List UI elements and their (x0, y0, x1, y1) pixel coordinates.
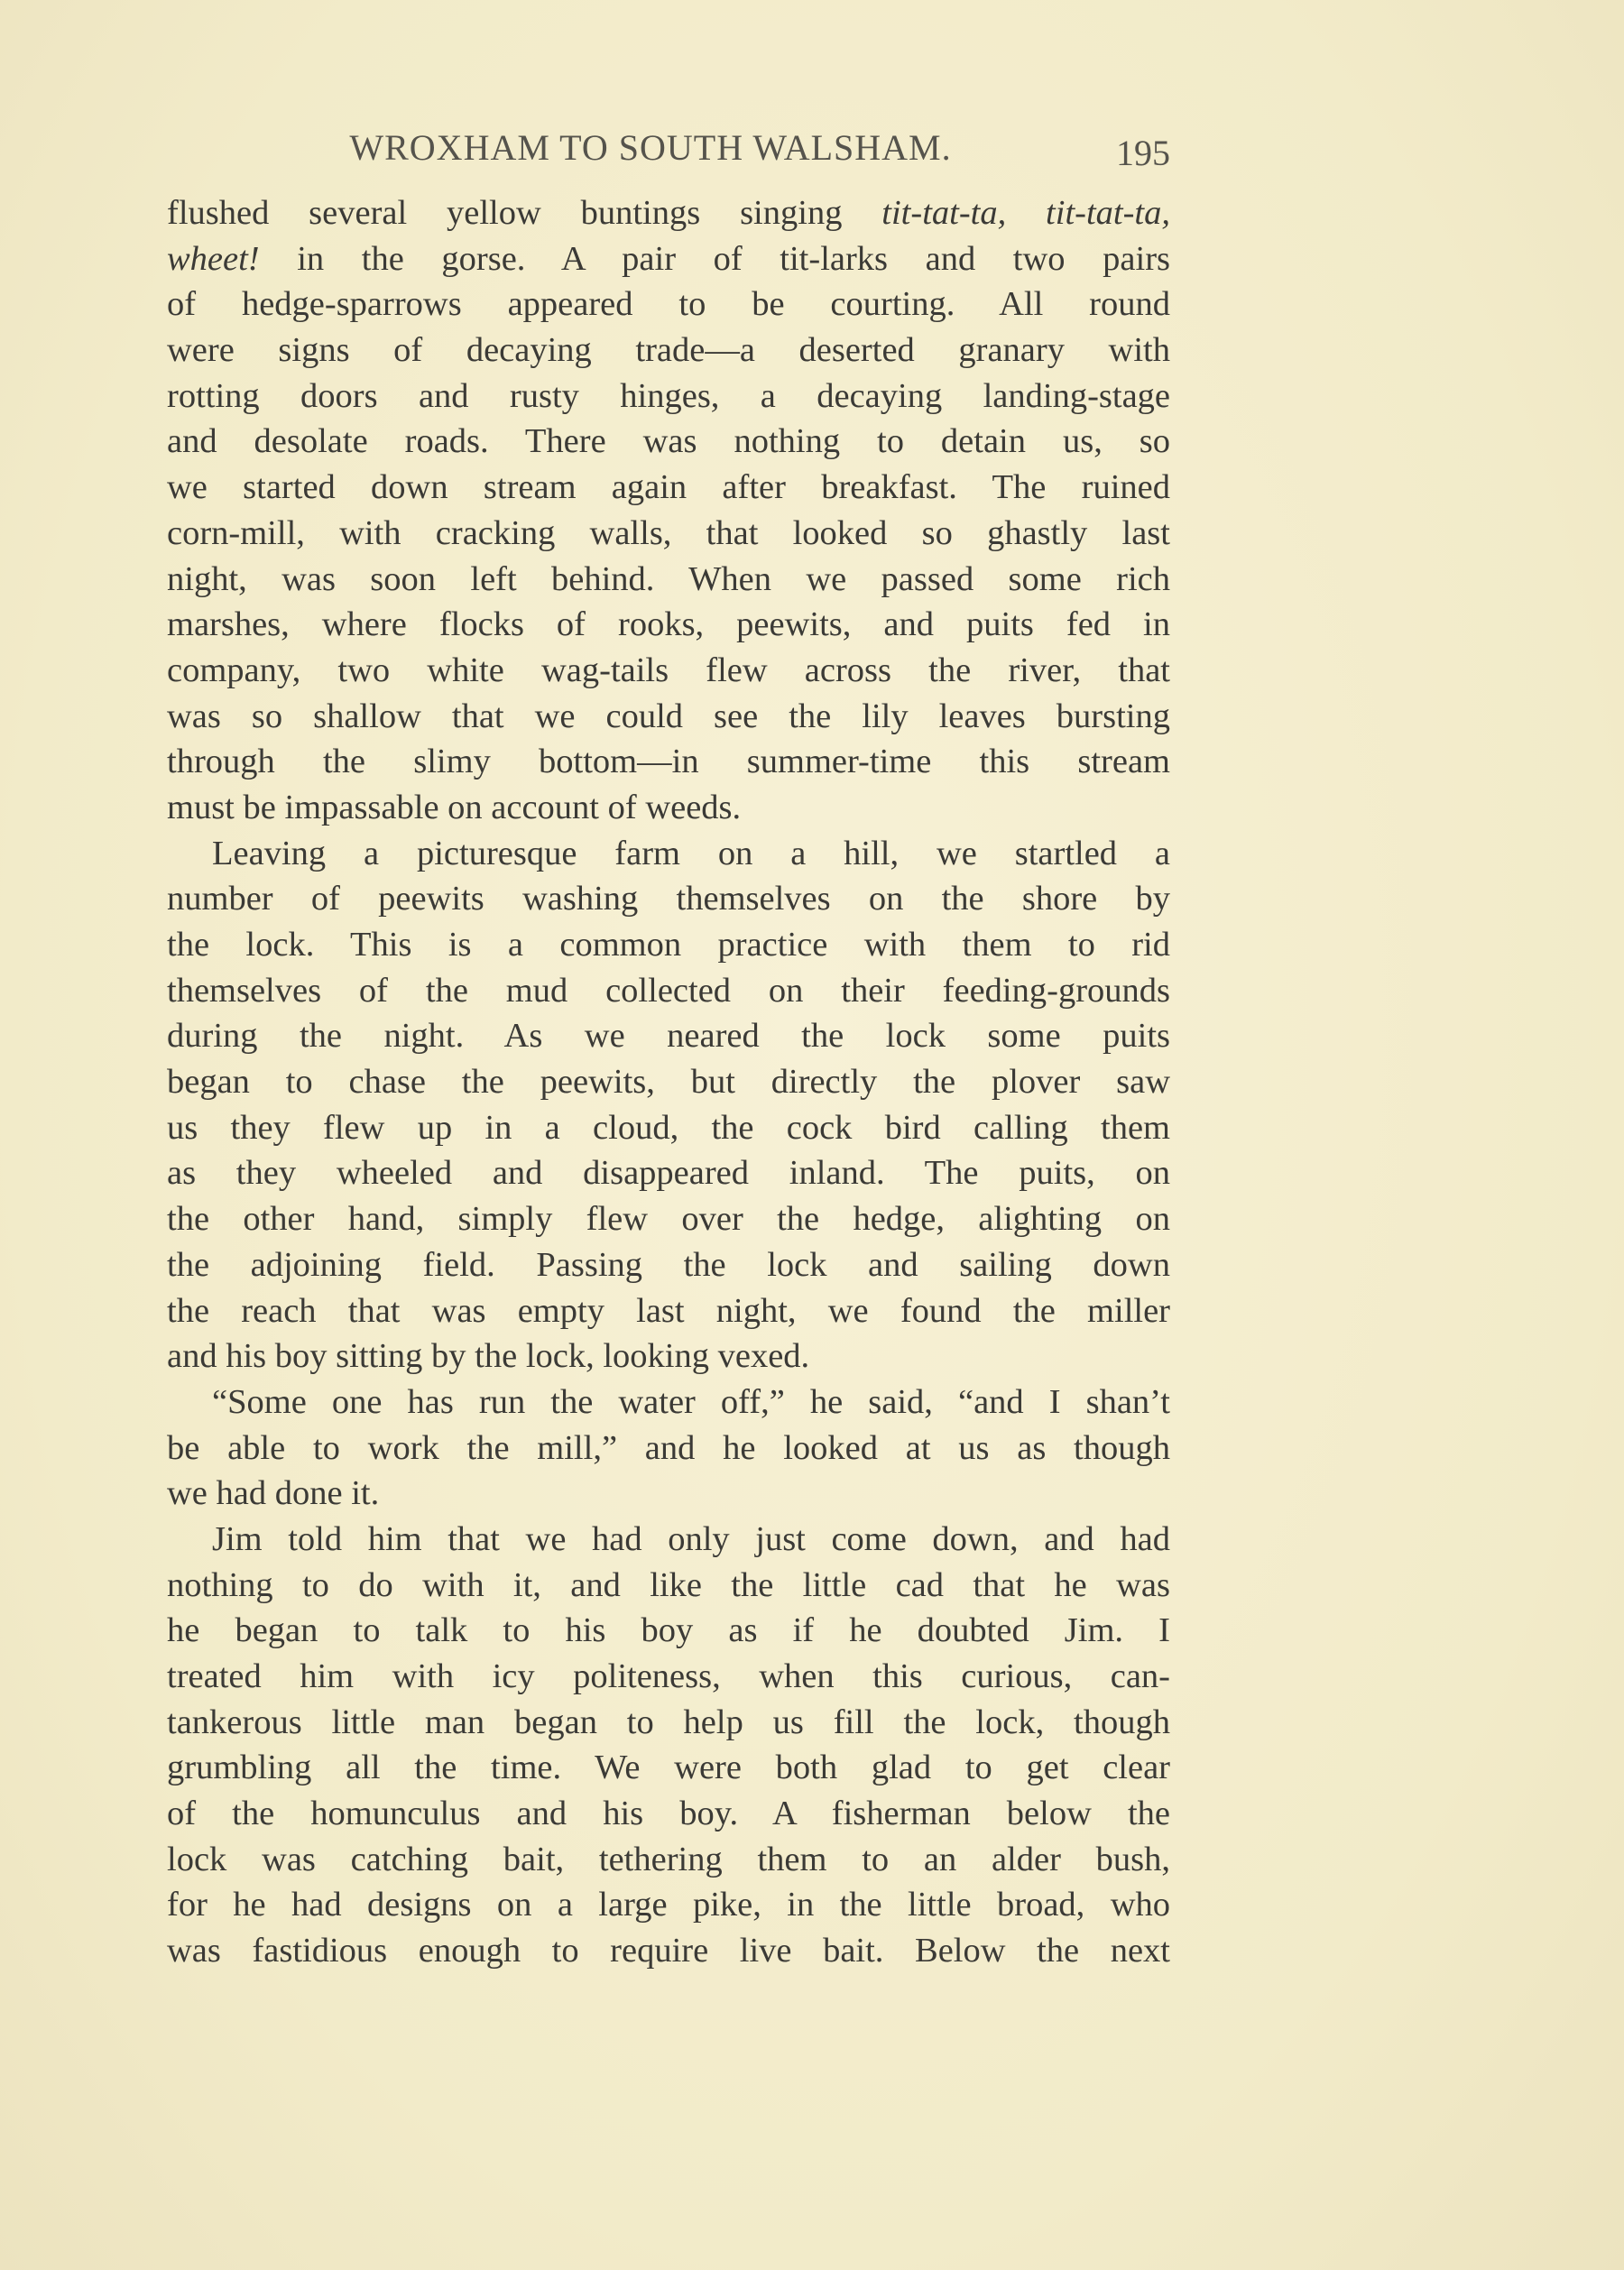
text-segment: of hedge-sparrows appeared to be courting. All round (167, 285, 1170, 324)
text-segment: grumbling all the time. We were both glad to get clear (167, 1749, 1170, 1787)
text-segment: the reach that was empty last night, we found the miller (167, 1291, 1170, 1330)
text-segment: nothing to do with it, and like the little cad that he was (167, 1565, 1170, 1604)
italic-text: tit-tat-ta, tit-tat-ta, (881, 194, 1170, 232)
text-line (167, 1745, 1170, 1791)
text-line (167, 1426, 1170, 1472)
text-segment: the other hand, simply flew over the hedge, alighting on (167, 1200, 1170, 1239)
text-segment: be able to work the mill,” and he looked at us as though (167, 1428, 1170, 1467)
text-segment: for he had designs on a large pike, in the little broad, who (167, 1886, 1170, 1924)
text-line (167, 1013, 1170, 1059)
text-line (167, 1517, 1170, 1563)
text-segment: we started down stream again after breakfast. The ruined (167, 468, 1170, 507)
text-segment: of the homunculus and his boy. A fisherman below the (167, 1795, 1170, 1833)
text-line (167, 419, 1170, 465)
text-line (167, 1196, 1170, 1242)
text-line (167, 328, 1170, 374)
text-segment: marshes, where flocks of rooks, peewits, and puits fed in (167, 605, 1170, 644)
text-segment: through the slimy bottom—in summer-time this stream (167, 743, 1170, 781)
text-segment: we had done it. (167, 1474, 380, 1513)
text-line (167, 1242, 1170, 1288)
text-line (167, 1105, 1170, 1151)
text-segment: the adjoining field. Passing the lock and sailing down (167, 1245, 1170, 1284)
page-number: 195 (1116, 133, 1170, 173)
text-line (167, 1288, 1170, 1334)
text-segment: must be impassable on account of weeds. (167, 788, 742, 826)
text-line (167, 648, 1170, 694)
text-segment: lock was catching bait, tethering them to an alder bush, (167, 1840, 1170, 1878)
text-line (167, 1837, 1170, 1883)
text-line (167, 876, 1170, 922)
text-segment: themselves of the mud collected on their feeding-grounds (167, 971, 1170, 1010)
text-line (167, 1928, 1170, 1974)
body-text (167, 190, 1170, 1974)
text-line (167, 739, 1170, 785)
text-line (167, 785, 1170, 831)
text-segment: was so shallow that we could see the lily leaves bursting (167, 697, 1170, 735)
text-line (167, 1791, 1170, 1837)
text-line (167, 831, 1170, 877)
text-segment: were signs of decaying trade—a deserted granary with (167, 331, 1170, 370)
text-segment: company, two white wag-tails flew across the river, that (167, 651, 1170, 689)
text-line (167, 1700, 1170, 1746)
text-segment: Leaving a picturesque farm on a hill, we startled a (212, 834, 1170, 872)
text-line (167, 694, 1170, 740)
text-segment: and his boy sitting by the lock, looking vexed. (167, 1337, 810, 1376)
text-segment: was fastidious enough to require live bait. Below the next (167, 1932, 1170, 1970)
text-segment: Jim told him that we had only just come down, and had (212, 1519, 1170, 1558)
text-segment: us they flew up in a cloud, the cock bird calling them (167, 1108, 1170, 1147)
text-segment: as they wheeled and disappeared inland. The puits, on (167, 1154, 1170, 1193)
text-segment: flushed several yellow buntings singing (167, 194, 882, 232)
text-segment: “Some one has run the water off,” he said, “and I shan’t (212, 1382, 1170, 1421)
text-line (167, 511, 1170, 557)
text-segment: in the gorse. A pair of tit-larks and two pairs (259, 239, 1170, 278)
text-segment: he began to talk to his boy as if he doubted Jim. I (167, 1611, 1170, 1650)
text-line (167, 602, 1170, 648)
text-segment: rotting doors and rusty hinges, a decaying landing-stage (167, 376, 1170, 415)
text-line (167, 1608, 1170, 1654)
text-line (167, 968, 1170, 1014)
text-segment: tankerous little man began to help us fill the lock, though (167, 1702, 1170, 1741)
text-line (167, 557, 1170, 603)
text-line (167, 1380, 1170, 1426)
text-segment: corn-mill, with cracking walls, that looked so ghastly last (167, 513, 1170, 552)
text-segment: treated him with icy politeness, when this curious, can- (167, 1657, 1170, 1695)
text-line (167, 236, 1170, 282)
text-line (167, 374, 1170, 420)
italic-text: wheet! (167, 239, 260, 278)
text-line (167, 1882, 1170, 1928)
text-line (167, 1059, 1170, 1105)
text-line (167, 281, 1170, 328)
text-line (167, 1654, 1170, 1700)
text-segment: the lock. This is a common practice with them to rid (167, 926, 1170, 964)
page-header (167, 126, 1170, 171)
text-segment: number of peewits washing themselves on the shore by (167, 880, 1170, 918)
running-title: WROXHAM TO SOUTH WALSHAM. (349, 127, 952, 168)
text-line (167, 1150, 1170, 1196)
text-line (167, 465, 1170, 511)
text-segment: night, was soon left behind. When we passed some rich (167, 559, 1170, 598)
text-segment: and desolate roads. There was nothing to detain us, so (167, 422, 1170, 461)
text-line (167, 1333, 1170, 1380)
text-line (167, 1563, 1170, 1609)
text-segment: during the night. As we neared the lock some puits (167, 1017, 1170, 1056)
text-line (167, 922, 1170, 968)
text-segment: began to chase the peewits, but directly the plover saw (167, 1063, 1170, 1102)
text-line (167, 190, 1170, 236)
text-line (167, 1471, 1170, 1517)
